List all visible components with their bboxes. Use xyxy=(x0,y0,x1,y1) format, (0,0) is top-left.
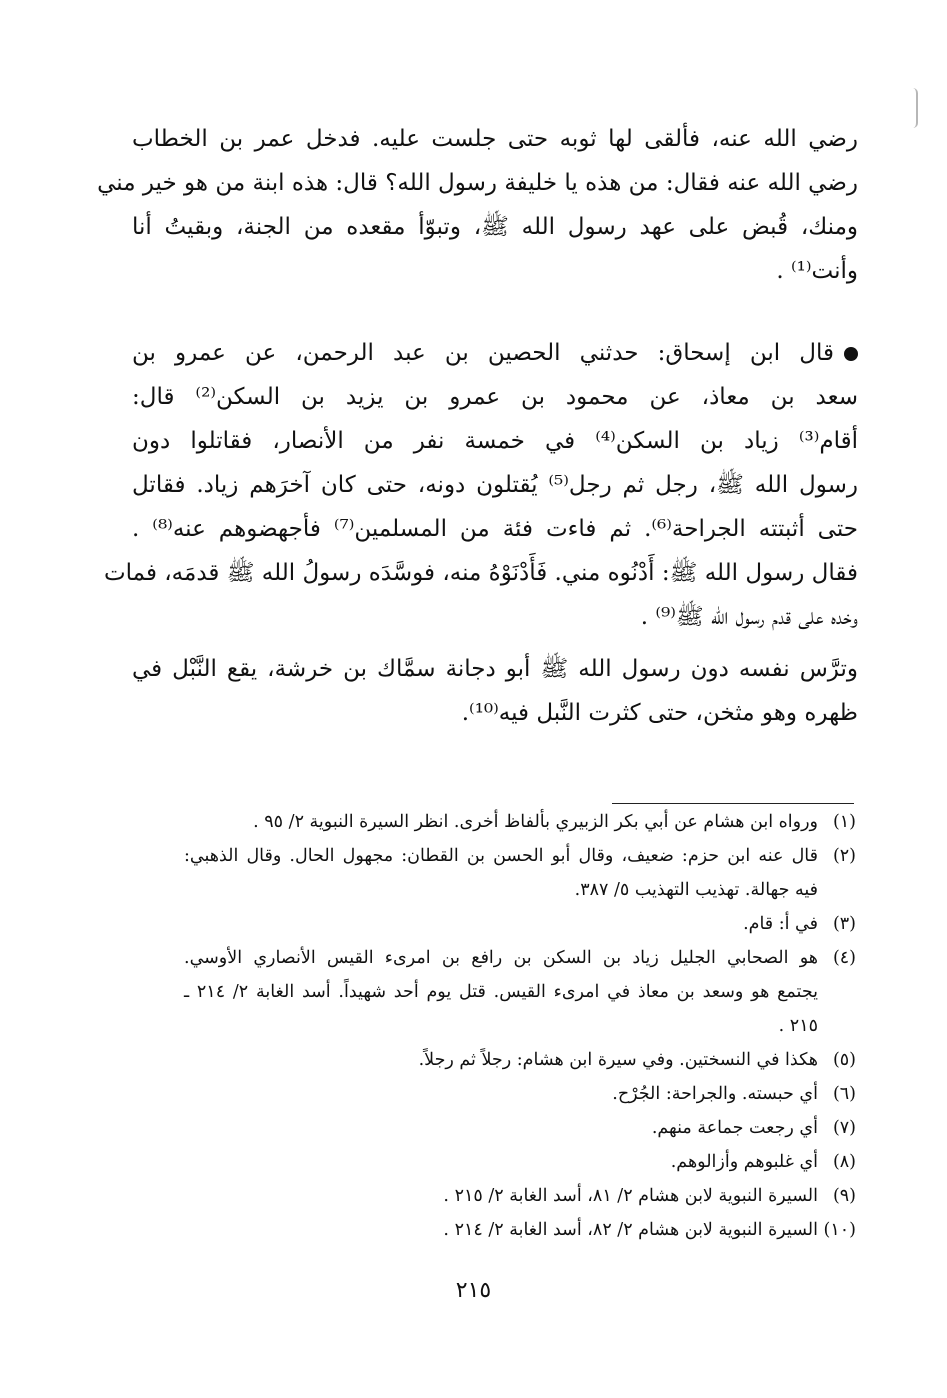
footnote-9 xyxy=(184,1188,856,1222)
footnote-text: يجتمع هو وسعد بن معاذ في امرىء القيس. قتل يوم أحد شهيداً. أسد الغابة ٢/ ٢١٤ ـ xyxy=(184,982,818,1002)
footnote-4-continued xyxy=(184,984,856,1018)
text-line-content: قال ابن إسحاق: حدثني الحصين بن عبد الرحمن، عن عمرو بن xyxy=(132,340,834,366)
footnote-text: أي رجعت جماعة منهم. xyxy=(651,1118,818,1138)
footnote-number: (٤) xyxy=(832,948,856,968)
text-line: سعد بن معاذ، عن محمود بن عمرو بن يزيد بن السكن⁽²⁾ قال: xyxy=(132,384,858,410)
text-line: وترَّس نفسه دون رسول الله ﷺ أبو دجانة سمَّاك بن خرشة، يقع النَّبْل في xyxy=(132,656,858,682)
footnote-number: (١) xyxy=(832,812,856,832)
footnote-number: (٦) xyxy=(832,1084,856,1104)
footnote-4-continued xyxy=(184,1018,856,1052)
footnote-text: في أ: قام. xyxy=(743,914,818,934)
footnote-number: (٥) xyxy=(832,1050,856,1070)
text-line: فقال رسول الله ﷺ: أَدْنُوه مني. فَأَدْنَوْهُ منه، فوسَّدَه رسولُ الله ﷺ قدمَه، فمات xyxy=(103,560,858,586)
footnote-number: (١٠) xyxy=(823,1220,856,1240)
footnote-2-continued xyxy=(184,882,856,916)
main-text xyxy=(97,126,859,746)
footnote-number: (٣) xyxy=(832,914,856,934)
text-line: أقام⁽³⁾ زياد بن السكن⁽⁴⁾ في خمسة نفر من الأنصار، فقاتلوا دون xyxy=(132,428,859,454)
text-line: رسول الله ﷺ، رجل ثم رجل⁽⁵⁾ يُقتلون دونه، حتى كان آخرَهم زياد. فقاتل xyxy=(132,472,858,498)
footnote-number: (٨) xyxy=(832,1152,856,1172)
text-line: وأنت⁽¹⁾ . xyxy=(776,258,858,284)
text-line: وخده على قدم رسول الله ﷺ⁽⁹⁾ . xyxy=(640,604,858,630)
scan-edge-mark xyxy=(913,88,918,128)
footnote-text: السيرة النبوية لابن هشام ٢/ ٨٢، أسد الغابة ٢/ ٢١٤ . xyxy=(443,1220,818,1240)
text-line: ظهره وهو مثخن، حتى كثرت النَّبل فيه⁽¹⁰⁾. xyxy=(461,700,858,726)
footnote-text: أي حبسته. والجراحة: الجُرْح. xyxy=(612,1084,818,1104)
footnote-10 xyxy=(184,1222,856,1256)
footnote-8 xyxy=(184,1154,856,1188)
footnote-text: ٢١٥ . xyxy=(778,1016,818,1036)
footnote-6 xyxy=(184,1086,856,1120)
footnote-text: أي غلبوهم وأزالوهم. xyxy=(670,1152,818,1172)
paragraph-2 xyxy=(132,342,858,430)
paragraph-3 xyxy=(103,428,859,650)
footnote-4 xyxy=(184,950,856,984)
footnote-2 xyxy=(184,848,856,882)
footnote-number: (٩) xyxy=(832,1186,856,1206)
footnote-text: السيرة النبوية لابن هشام ٢/ ٨١، أسد الغابة ٢/ ٢١٥ . xyxy=(443,1186,818,1206)
page-number: ٢١٥ xyxy=(455,1278,492,1303)
footnote-3 xyxy=(184,916,856,950)
text-line: ومنك، قُبض على عهد رسول الله ﷺ، وتبوّأ مقعده من الجنة، وبقيتُ أنا xyxy=(132,214,858,240)
footnotes xyxy=(184,814,856,1256)
text-line: حتى أثبتته الجراحة⁽⁶⁾. ثم فاءت فئة من المسلمين⁽⁷⁾ فأجهضوهم عنه⁽⁸⁾ . xyxy=(132,516,859,542)
footnote-text: هكذا في النسختين. وفي سيرة ابن هشام: رجلاً ثم رجلاً. xyxy=(418,1050,818,1070)
footnote-1 xyxy=(184,814,856,848)
paragraph-4 xyxy=(132,658,858,746)
footnote-separator xyxy=(612,803,854,804)
footnote-text: ورواه ابن هشام عن أبي بكر الزبيري بألفاظ أخرى. انظر السيرة النبوية ٢/ ٩٥ . xyxy=(253,812,818,832)
footnote-text: هو الصحابي الجليل زياد بن السكن بن رافع بن امرىء القيس الأنصاري الأوسي. xyxy=(184,948,818,968)
text-line: رضي الله عنه فقال: من هذه يا خليفة رسول الله؟ قال: هذه ابنة من هو خير مني xyxy=(97,170,858,196)
footnote-number: (٧) xyxy=(832,1118,856,1138)
text-line: رضي الله عنه، فألقى لها ثوبه حتى جلست عليه. فدخل عمر بن الخطاب xyxy=(132,126,858,152)
footnote-7 xyxy=(184,1120,856,1154)
text-line xyxy=(132,342,858,386)
footnote-number: (٢) xyxy=(832,846,856,866)
footnote-text: قال عنه ابن حزم: ضعيف، وقال أبو الحسن بن القطان: مجهول الحال. وقال الذهبي: xyxy=(184,846,818,866)
footnote-5 xyxy=(184,1052,856,1086)
footnote-text: فيه جهالة. تهذيب التهذيب ٥/ ٣٨٧. xyxy=(574,880,818,900)
bullet-icon xyxy=(844,347,858,361)
paragraph-1 xyxy=(97,126,858,304)
